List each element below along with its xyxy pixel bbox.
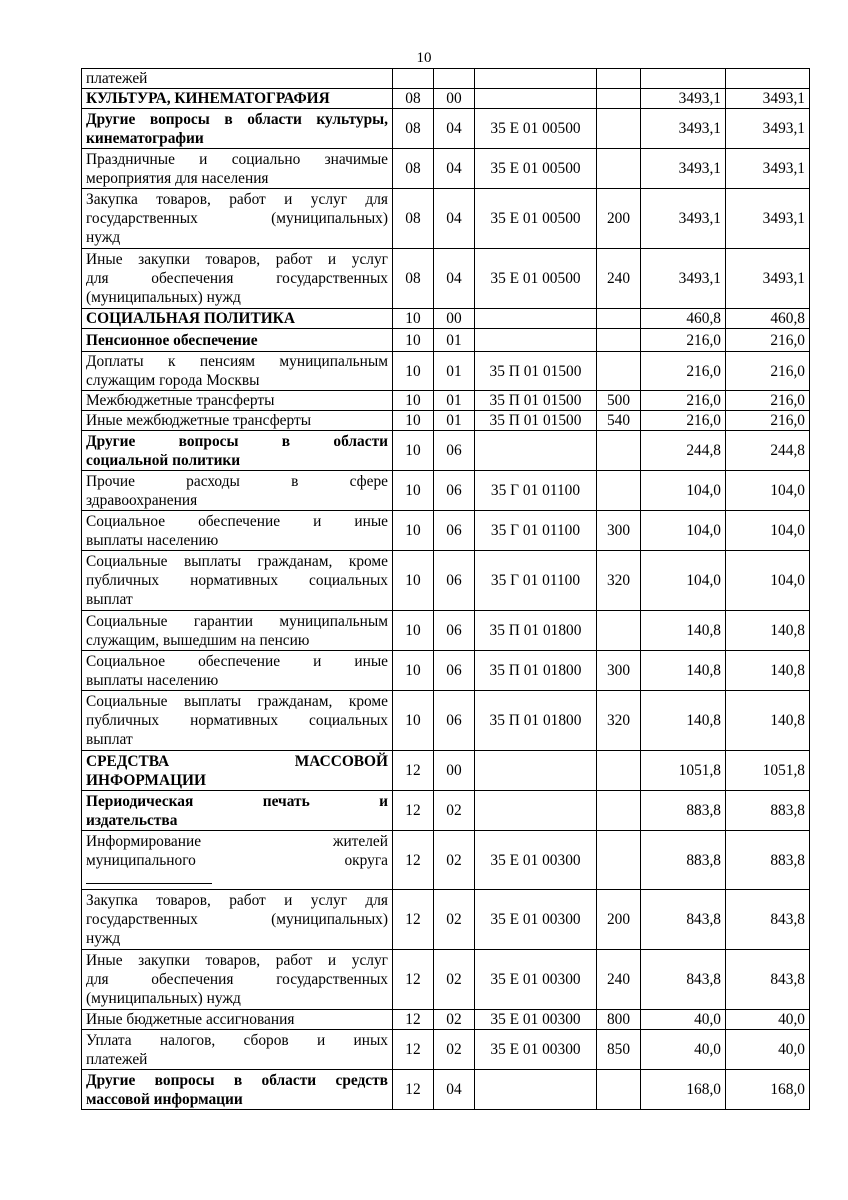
amount-year2-cell: 460,8 (726, 309, 810, 329)
amount-year1-cell: 104,0 (641, 511, 726, 551)
expense-type-code-cell: 800 (597, 1010, 641, 1030)
amount-year1-cell: 843,8 (641, 890, 726, 950)
subsection-code-cell: 02 (434, 1030, 475, 1070)
item-name-line: Доплаты к пенсиям муниципальным (86, 353, 388, 370)
item-name-line: (муниципальных) нужд (86, 289, 241, 306)
item-name-line: для обеспечения государственных (86, 971, 388, 988)
item-name-cell (82, 391, 393, 411)
section-code-cell: 10 (393, 431, 434, 471)
table-row (82, 751, 810, 791)
amount-year2-cell: 883,8 (726, 791, 810, 831)
item-name-cell (82, 890, 393, 950)
table-row (82, 611, 810, 651)
section-code-cell: 12 (393, 950, 434, 1010)
table-row (82, 551, 810, 611)
target-article-code-cell: 35 П 01 01500 (475, 391, 597, 411)
amount-year2-cell (726, 69, 810, 89)
expense-type-code-cell: 240 (597, 249, 641, 309)
item-name-line: для обеспечения государственных (86, 270, 388, 287)
target-article-code-cell: 35 Е 01 00300 (475, 950, 597, 1010)
amount-year1-cell: 140,8 (641, 651, 726, 691)
item-name-cell (82, 791, 393, 831)
amount-year2-cell: 216,0 (726, 391, 810, 411)
item-name-line: Праздничные и социально значимые (86, 150, 388, 168)
target-article-code-cell: 35 Е 01 00500 (475, 249, 597, 309)
amount-year1-cell: 3493,1 (641, 109, 726, 149)
target-article-code-cell: 35 П 01 01500 (475, 411, 597, 431)
item-name-cell (82, 651, 393, 691)
table-row (82, 471, 810, 511)
section-code-cell: 10 (393, 651, 434, 691)
expense-type-code-cell (597, 309, 641, 329)
section-code-cell: 08 (393, 189, 434, 249)
item-name-cell (82, 109, 393, 149)
amount-year2-cell: 3493,1 (726, 249, 810, 309)
target-article-code-cell: 35 Г 01 01100 (475, 551, 597, 611)
amount-year2-cell: 40,0 (726, 1010, 810, 1030)
amount-year1-cell: 3493,1 (641, 249, 726, 309)
target-article-code-cell (475, 69, 597, 89)
table-row (82, 411, 810, 431)
item-name-line: кинематографии (86, 129, 204, 147)
amount-year2-cell: 216,0 (726, 352, 810, 391)
budget-table (81, 68, 810, 1110)
expense-type-code-cell (597, 149, 641, 189)
amount-year1-cell: 1051,8 (641, 751, 726, 791)
target-article-code-cell: 35 Е 01 00500 (475, 189, 597, 249)
target-article-code-cell: 35 Е 01 00300 (475, 831, 597, 890)
amount-year1-cell: 883,8 (641, 791, 726, 831)
target-article-code-cell: 35 Е 01 00500 (475, 109, 597, 149)
subsection-code-cell: 04 (434, 249, 475, 309)
amount-year2-cell: 168,0 (726, 1070, 810, 1110)
expense-type-code-cell (597, 69, 641, 89)
table-row (82, 309, 810, 329)
expense-type-code-cell (597, 611, 641, 651)
amount-year2-cell: 216,0 (726, 329, 810, 352)
item-name-line: Информирование жителей (86, 832, 388, 850)
amount-year1-cell: 883,8 (641, 831, 726, 890)
item-name-line: Социальные выплаты гражданам, кроме (86, 553, 388, 570)
target-article-code-cell: 35 П 01 01800 (475, 611, 597, 651)
subsection-code-cell: 06 (434, 691, 475, 751)
expense-type-code-cell (597, 89, 641, 109)
expense-type-code-cell: 500 (597, 391, 641, 411)
item-name-cell (82, 471, 393, 511)
item-name-line: Пенсионное обеспечение (86, 331, 258, 349)
table-row (82, 831, 810, 890)
table-row (82, 352, 810, 391)
item-name-cell (82, 1070, 393, 1110)
item-name-line: публичных нормативных социальных (86, 572, 388, 589)
item-name-cell (82, 1030, 393, 1070)
item-name-line: мероприятия для населения (86, 169, 269, 187)
item-name-line: выплат (86, 591, 133, 608)
item-name-line: Иные межбюджетные трансферты (86, 412, 312, 429)
target-article-code-cell: 35 Г 01 01100 (475, 471, 597, 511)
item-name-line: СРЕДСТВА МАССОВОЙ (86, 752, 388, 770)
amount-year1-cell: 168,0 (641, 1070, 726, 1110)
table-row (82, 950, 810, 1010)
subsection-code-cell: 02 (434, 791, 475, 831)
section-code-cell: 12 (393, 1030, 434, 1070)
section-code-cell: 12 (393, 791, 434, 831)
item-name-line: КУЛЬТУРА, КИНЕМАТОГРАФИЯ (86, 90, 330, 107)
amount-year2-cell: 104,0 (726, 511, 810, 551)
item-name-cell (82, 831, 393, 890)
table-row (82, 431, 810, 471)
subsection-code-cell: 02 (434, 831, 475, 890)
amount-year2-cell: 843,8 (726, 950, 810, 1010)
target-article-code-cell (475, 431, 597, 471)
target-article-code-cell (475, 751, 597, 791)
blank-underline (86, 870, 388, 889)
section-code-cell: 10 (393, 471, 434, 511)
page-number: 10 (416, 50, 432, 66)
expense-type-code-cell: 320 (597, 551, 641, 611)
amount-year1-cell: 140,8 (641, 691, 726, 751)
item-name-cell (82, 1010, 393, 1030)
section-code-cell: 10 (393, 309, 434, 329)
item-name-line: муниципального округа (86, 851, 388, 869)
amount-year1-cell: 104,0 (641, 471, 726, 511)
amount-year2-cell: 1051,8 (726, 751, 810, 791)
amount-year2-cell: 3493,1 (726, 109, 810, 149)
subsection-code-cell: 04 (434, 189, 475, 249)
expense-type-code-cell: 200 (597, 189, 641, 249)
item-name-cell (82, 751, 393, 791)
item-name-line: Другие вопросы в области средств (86, 1071, 388, 1089)
item-name-cell (82, 309, 393, 329)
item-name-line: служащим, вышедшим на пенсию (86, 631, 310, 649)
item-name-cell (82, 329, 393, 352)
section-code-cell: 10 (393, 691, 434, 751)
expense-type-code-cell (597, 751, 641, 791)
table-row (82, 1030, 810, 1070)
item-name-line: Социальное обеспечение и иные (86, 652, 388, 670)
expense-type-code-cell: 300 (597, 651, 641, 691)
item-name-line: Закупка товаров, работ и услуг для (86, 892, 388, 909)
expense-type-code-cell (597, 831, 641, 890)
target-article-code-cell (475, 1070, 597, 1110)
section-code-cell: 10 (393, 611, 434, 651)
target-article-code-cell (475, 89, 597, 109)
expense-type-code-cell: 850 (597, 1030, 641, 1070)
section-code-cell (393, 69, 434, 89)
subsection-code-cell: 06 (434, 471, 475, 511)
expense-type-code-cell (597, 471, 641, 511)
item-name-cell (82, 551, 393, 611)
item-name-line: Межбюджетные трансферты (86, 392, 275, 409)
item-name-line: ИНФОРМАЦИИ (86, 771, 206, 789)
table-row (82, 189, 810, 249)
item-name-cell (82, 189, 393, 249)
amount-year1-cell: 460,8 (641, 309, 726, 329)
amount-year2-cell: 140,8 (726, 651, 810, 691)
section-code-cell: 12 (393, 1010, 434, 1030)
expense-type-code-cell: 320 (597, 691, 641, 751)
subsection-code-cell: 00 (434, 89, 475, 109)
expense-type-code-cell: 540 (597, 411, 641, 431)
item-name-line: Уплата налогов, сборов и иных (86, 1031, 388, 1049)
section-code-cell: 12 (393, 831, 434, 890)
item-name-line: служащим города Москвы (86, 372, 260, 389)
item-name-line: Закупка товаров, работ и услуг для (86, 191, 388, 208)
item-name-line: социальной политики (86, 451, 241, 469)
section-code-cell: 10 (393, 352, 434, 391)
target-article-code-cell (475, 791, 597, 831)
table-row (82, 890, 810, 950)
target-article-code-cell (475, 329, 597, 352)
item-name-line: (муниципальных) нужд (86, 990, 241, 1007)
item-name-cell (82, 69, 393, 89)
subsection-code-cell: 02 (434, 1010, 475, 1030)
subsection-code-cell: 01 (434, 352, 475, 391)
subsection-code-cell: 04 (434, 149, 475, 189)
item-name-line: Другие вопросы в области (86, 432, 388, 450)
target-article-code-cell: 35 П 01 01800 (475, 691, 597, 751)
item-name-cell (82, 611, 393, 651)
item-name-line: государственных (муниципальных) (86, 210, 388, 227)
item-name-line: государственных (муниципальных) (86, 911, 388, 928)
item-name-line: Периодическая печать и (86, 792, 388, 810)
table-row (82, 89, 810, 109)
expense-type-code-cell: 240 (597, 950, 641, 1010)
table-row (82, 651, 810, 691)
amount-year1-cell: 3493,1 (641, 189, 726, 249)
target-article-code-cell: 35 Е 01 00300 (475, 1030, 597, 1070)
subsection-code-cell: 06 (434, 511, 475, 551)
budget-table-body (82, 69, 810, 1110)
item-name-line: Другие вопросы в области культуры, (86, 110, 388, 128)
item-name-cell (82, 89, 393, 109)
expense-type-code-cell (597, 109, 641, 149)
table-row (82, 391, 810, 411)
item-name-line: нужд (86, 229, 121, 246)
amount-year1-cell: 216,0 (641, 352, 726, 391)
item-name-line: издательства (86, 811, 178, 829)
item-name-line: Иные закупки товаров, работ и услуг (86, 952, 388, 969)
subsection-code-cell: 01 (434, 391, 475, 411)
amount-year1-cell: 843,8 (641, 950, 726, 1010)
amount-year1-cell: 140,8 (641, 611, 726, 651)
expense-type-code-cell: 200 (597, 890, 641, 950)
amount-year2-cell: 3493,1 (726, 89, 810, 109)
amount-year2-cell: 216,0 (726, 411, 810, 431)
table-row (82, 109, 810, 149)
subsection-code-cell: 06 (434, 551, 475, 611)
item-name-line: платежей (86, 1050, 148, 1068)
amount-year2-cell: 40,0 (726, 1030, 810, 1070)
table-row (82, 249, 810, 309)
subsection-code-cell: 04 (434, 109, 475, 149)
item-name-line: здравоохранения (86, 491, 198, 509)
amount-year1-cell: 216,0 (641, 411, 726, 431)
amount-year2-cell: 3493,1 (726, 189, 810, 249)
subsection-code-cell: 06 (434, 651, 475, 691)
item-name-cell (82, 691, 393, 751)
item-name-cell (82, 352, 393, 391)
subsection-code-cell: 00 (434, 751, 475, 791)
subsection-code-cell: 01 (434, 329, 475, 352)
section-code-cell: 12 (393, 890, 434, 950)
section-code-cell: 08 (393, 149, 434, 189)
item-name-line: Прочие расходы в сфере (86, 472, 388, 490)
item-name-line: Социальные гарантии муниципальным (86, 612, 388, 630)
target-article-code-cell: 35 Е 01 00300 (475, 890, 597, 950)
item-name-line: выплаты населению (86, 531, 219, 549)
amount-year1-cell: 216,0 (641, 391, 726, 411)
subsection-code-cell: 02 (434, 950, 475, 1010)
amount-year1-cell: 3493,1 (641, 149, 726, 189)
item-name-line: СОЦИАЛЬНАЯ ПОЛИТИКА (86, 310, 295, 327)
target-article-code-cell: 35 Г 01 01100 (475, 511, 597, 551)
subsection-code-cell: 01 (434, 411, 475, 431)
item-name-line: платежей (86, 70, 148, 87)
item-name-line: Иные закупки товаров, работ и услуг (86, 251, 388, 268)
target-article-code-cell: 35 Е 01 00300 (475, 1010, 597, 1030)
item-name-cell (82, 431, 393, 471)
amount-year2-cell: 843,8 (726, 890, 810, 950)
table-row (82, 691, 810, 751)
amount-year1-cell: 40,0 (641, 1010, 726, 1030)
section-code-cell: 10 (393, 511, 434, 551)
item-name-line: Социальное обеспечение и иные (86, 512, 388, 530)
item-name-line: массовой информации (86, 1090, 243, 1108)
table-row (82, 511, 810, 551)
section-code-cell: 10 (393, 411, 434, 431)
expense-type-code-cell (597, 352, 641, 391)
table-row (82, 1070, 810, 1110)
expense-type-code-cell (597, 791, 641, 831)
item-name-line: Иные бюджетные ассигнования (86, 1011, 295, 1028)
section-code-cell: 10 (393, 329, 434, 352)
target-article-code-cell: 35 Е 01 00500 (475, 149, 597, 189)
item-name-line: выплаты населению (86, 671, 219, 689)
expense-type-code-cell (597, 431, 641, 471)
amount-year2-cell: 104,0 (726, 471, 810, 511)
amount-year2-cell: 883,8 (726, 831, 810, 890)
amount-year1-cell: 216,0 (641, 329, 726, 352)
subsection-code-cell: 04 (434, 1070, 475, 1110)
amount-year1-cell: 40,0 (641, 1030, 726, 1070)
amount-year1-cell: 104,0 (641, 551, 726, 611)
subsection-code-cell: 00 (434, 309, 475, 329)
target-article-code-cell: 35 П 01 01800 (475, 651, 597, 691)
item-name-line: Социальные выплаты гражданам, кроме (86, 693, 388, 710)
item-name-line: публичных нормативных социальных (86, 712, 388, 729)
item-name-cell (82, 249, 393, 309)
section-code-cell: 08 (393, 89, 434, 109)
amount-year2-cell: 104,0 (726, 551, 810, 611)
target-article-code-cell (475, 309, 597, 329)
section-code-cell: 12 (393, 1070, 434, 1110)
subsection-code-cell: 02 (434, 890, 475, 950)
table-row (82, 1010, 810, 1030)
subsection-code-cell: 06 (434, 431, 475, 471)
expense-type-code-cell: 300 (597, 511, 641, 551)
table-row (82, 69, 810, 89)
amount-year2-cell: 140,8 (726, 691, 810, 751)
amount-year1-cell: 3493,1 (641, 89, 726, 109)
amount-year1-cell: 244,8 (641, 431, 726, 471)
item-name-cell (82, 511, 393, 551)
subsection-code-cell: 06 (434, 611, 475, 651)
section-code-cell: 08 (393, 249, 434, 309)
item-name-cell (82, 411, 393, 431)
amount-year2-cell: 244,8 (726, 431, 810, 471)
amount-year2-cell: 3493,1 (726, 149, 810, 189)
target-article-code-cell: 35 П 01 01500 (475, 352, 597, 391)
item-name-line: выплат (86, 731, 133, 748)
table-row (82, 791, 810, 831)
section-code-cell: 10 (393, 551, 434, 611)
item-name-cell (82, 950, 393, 1010)
section-code-cell: 10 (393, 391, 434, 411)
item-name-cell (82, 149, 393, 189)
section-code-cell: 12 (393, 751, 434, 791)
subsection-code-cell (434, 69, 475, 89)
expense-type-code-cell (597, 329, 641, 352)
table-row (82, 149, 810, 189)
expense-type-code-cell (597, 1070, 641, 1110)
item-name-line: нужд (86, 930, 121, 947)
amount-year1-cell (641, 69, 726, 89)
table-row (82, 329, 810, 352)
amount-year2-cell: 140,8 (726, 611, 810, 651)
section-code-cell: 08 (393, 109, 434, 149)
